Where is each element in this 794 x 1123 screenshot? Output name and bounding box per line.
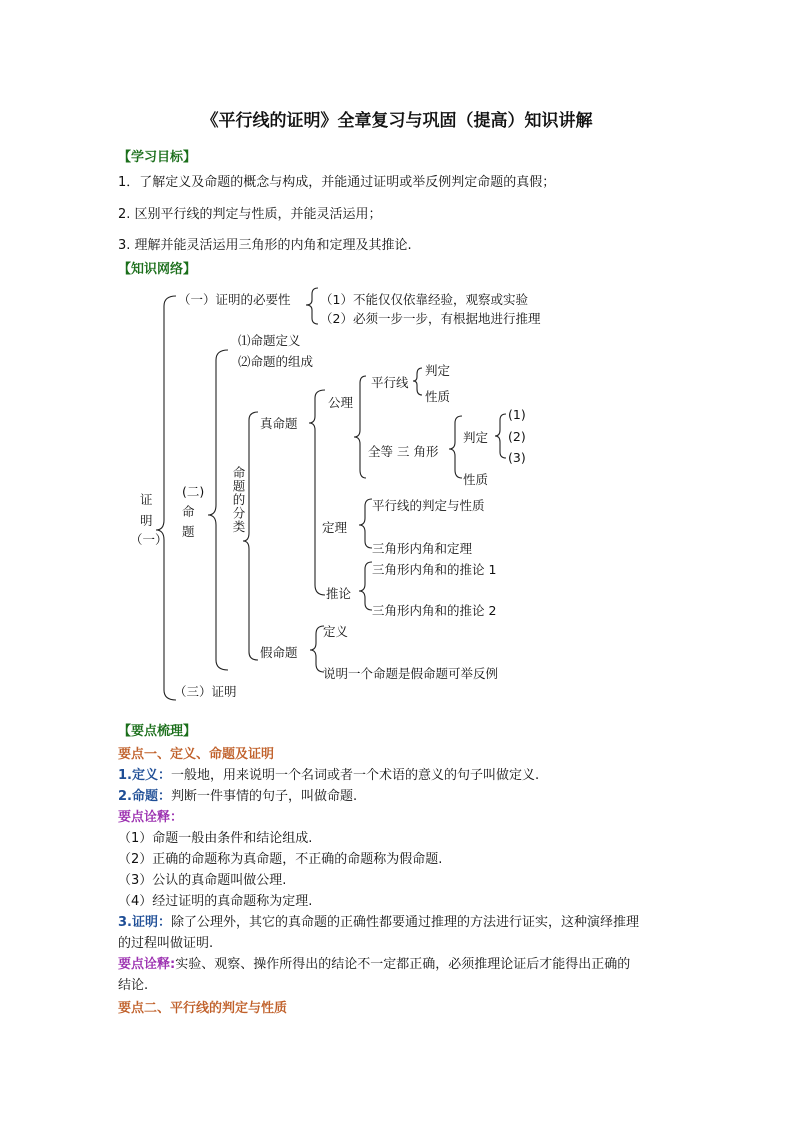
note2-text-1: 实验、观察、操作所得出的结论不一定都正确，必须推理论证后才能得出正确的 [175,957,631,972]
proof-branch: （三）证明 [174,684,237,699]
proposition-label-3: 题 [182,524,195,539]
keypoints-heading: 【要点梳理】 [118,724,197,739]
proposition-text: 判断一件事情的句子，叫做命题. [170,789,358,804]
point2-title: 要点二、平行线的判定与性质 [118,1001,288,1016]
root-line-3: （一） [130,532,168,547]
objectives-heading: 【学习目标】 [118,150,197,165]
root-line-2: 明 [140,513,153,528]
axiom-label: 公理 [328,395,354,410]
true-proposition: 真命题 [260,416,298,431]
case-3: (3) [508,450,526,465]
objective-item-3: 3. 理解并能灵活运用三角形的内角和定理及其推论. [118,238,412,253]
false-proposition: 假命题 [260,645,298,660]
proof-text-1: 除了公理外，其它的真命题的正确性都要通过推理的方法进行证实，这种演绎推理 [170,915,639,930]
classification-brace [243,412,258,660]
root-line-1: 证 [140,492,153,507]
theorem-item-2: 三角形内角和定理 [372,541,473,556]
theorem-item-1: 平行线的判定与性质 [372,498,485,513]
false-definition: 定义 [323,624,349,639]
theorem-brace [359,499,372,548]
necessity-point-2: （2）必须一步一步，有根据地进行推理 [320,311,541,326]
necessity-label: （一）证明的必要性 [178,292,291,307]
definition-label: 1.定义： [118,768,171,783]
note-3: （3）公认的真命题叫做公理. [118,873,287,888]
proposition-label-2: 命 [182,504,195,519]
congruent-label: 全等 三 角形 [368,444,439,459]
prop-composition: ⑵命题的组成 [238,354,314,369]
parallel-judge: 判定 [425,363,451,378]
prop-definition: ⑴命题定义 [238,333,301,348]
objective-item-1: 1．了解定义及命题的概念与构成，并能通过证明或举反例判定命题的真假； [118,175,556,190]
proof-line-1 [118,911,639,930]
corollary-item-2: 三角形内角和的推论 2 [372,603,497,618]
true-prop-brace [309,390,325,595]
false-prop-brace [310,626,324,672]
objective-item-2: 2. 区别平行线的判定与性质，并能灵活运用； [118,207,382,222]
page-title: 《平行线的证明》全章复习与巩固（提高）知识讲解 [201,111,593,131]
corollary-item-1: 三角形内角和的推论 1 [372,562,497,577]
theorem-label: 定理 [322,520,348,535]
congruent-judge: 判定 [463,430,489,445]
note-label: 要点诠释： [118,810,184,825]
necessity-brace [306,288,318,324]
congruent-brace [449,416,462,478]
note2-text-2: 结论. [118,978,149,993]
axiom-brace [354,376,366,478]
parallel-label: 平行线 [371,375,409,390]
necessity-point-1: （1）不能仅仅依靠经验，观察或实验 [320,292,528,307]
case-2: (2) [508,429,526,444]
proposition-label-1: (二) [182,484,205,499]
corollary-brace [359,562,372,610]
corollary-label: 推论 [326,586,352,601]
parallel-brace [413,368,422,395]
definition-line [118,764,539,783]
note-1: （1）命题一般由条件和结论组成. [118,831,313,846]
note2-line-1 [118,953,630,972]
network-heading: 【知识网络】 [118,262,197,277]
root-brace [156,296,176,700]
cases-brace [495,414,506,458]
proof-label: 3.证明： [118,915,171,930]
proposition-label: 2.命题： [118,789,171,804]
note-4: （4）经过证明的真命题称为定理. [118,894,313,909]
note2-label: 要点诠释: [118,957,176,972]
parallel-property: 性质 [425,389,451,404]
proof-text-2: 的过程叫做证明. [118,936,214,951]
prop-classification: 命题的分类 [231,466,246,534]
proposition-line [118,785,357,804]
point1-title: 要点一、定义、命题及证明 [118,747,275,762]
case-1: (1) [508,407,526,422]
false-explain: 说明一个命题是假命题可举反例 [323,666,499,681]
proposition-brace [208,350,228,670]
note-2: （2）正确的命题称为真命题，不正确的命题称为假命题. [118,852,443,867]
congruent-property: 性质 [463,472,489,487]
definition-text: 一般地，用来说明一个名词或者一个术语的意义的句子叫做定义. [170,768,540,783]
